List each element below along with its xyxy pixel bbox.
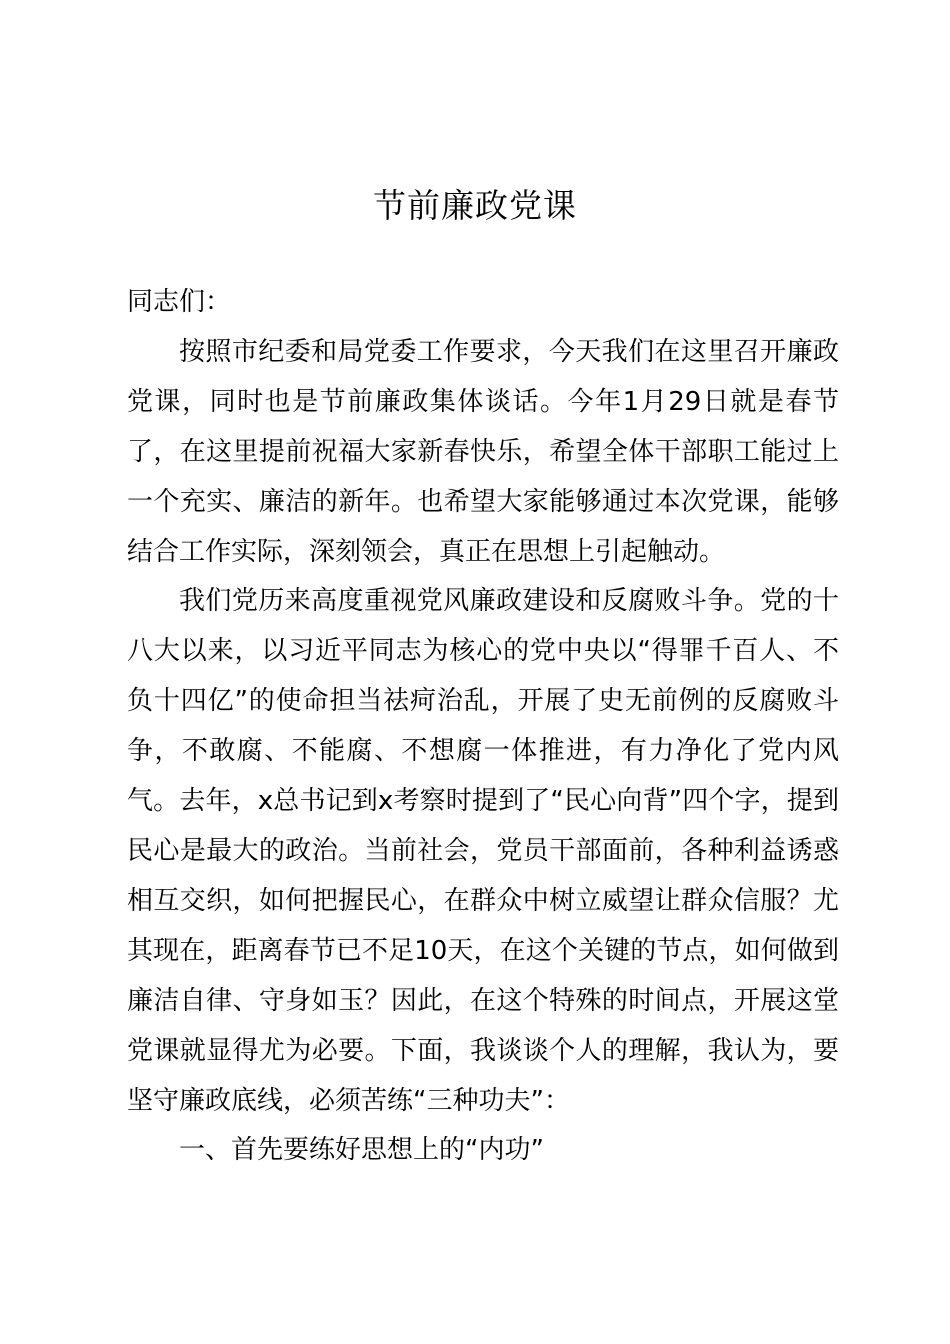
section-heading: 一、首先要练好思想上的“内功” [179, 1135, 544, 1166]
paragraph-2: 我们党历来高度重视党风廉政建设和反腐败斗争。党的十八大以来，以习近平同志为核心的党中央以“得罪千百人、不负十四亿”的使命担当祛疴治乱，开展了史无前例的反腐败斗争，不敢腐、不能腐、不想腐一体推进，有力净化了党内风气。去年，x总书记到x考察时提到了“民心向背”四个字，提到民心是最大的政治。当前社会，党员干部面前，各种利益诱惑相互交织，如何把握民心，在群众中树立威望让群众信服？尤其现在，距离春节已不足10天，在这个关键的节点，如何做到廉洁自律、守身如玉？因此，在这个特殊的时间点，开展这堂党课就显得尤为必要。下面，我谈谈个人的理解，我认为，要坚守廉政底线，必须苦练“三种功夫”： [127, 586, 839, 1116]
document-body [127, 278, 839, 1176]
document-title: 节前廉政党课 [373, 186, 577, 225]
salutation: 同志们： [127, 287, 232, 317]
paragraph-1: 按照市纪委和局党委工作要求，今天我们在这里召开廉政党课，同时也是节前廉政集体谈话。今年1月29日就是春节了，在这里提前祝福大家新春快乐，希望全体干部职工能过上一个充实、廉洁的新年。也希望大家能够通过本次党课，能够结合工作实际，深刻领会，真正在思想上引起触动。 [127, 336, 839, 567]
